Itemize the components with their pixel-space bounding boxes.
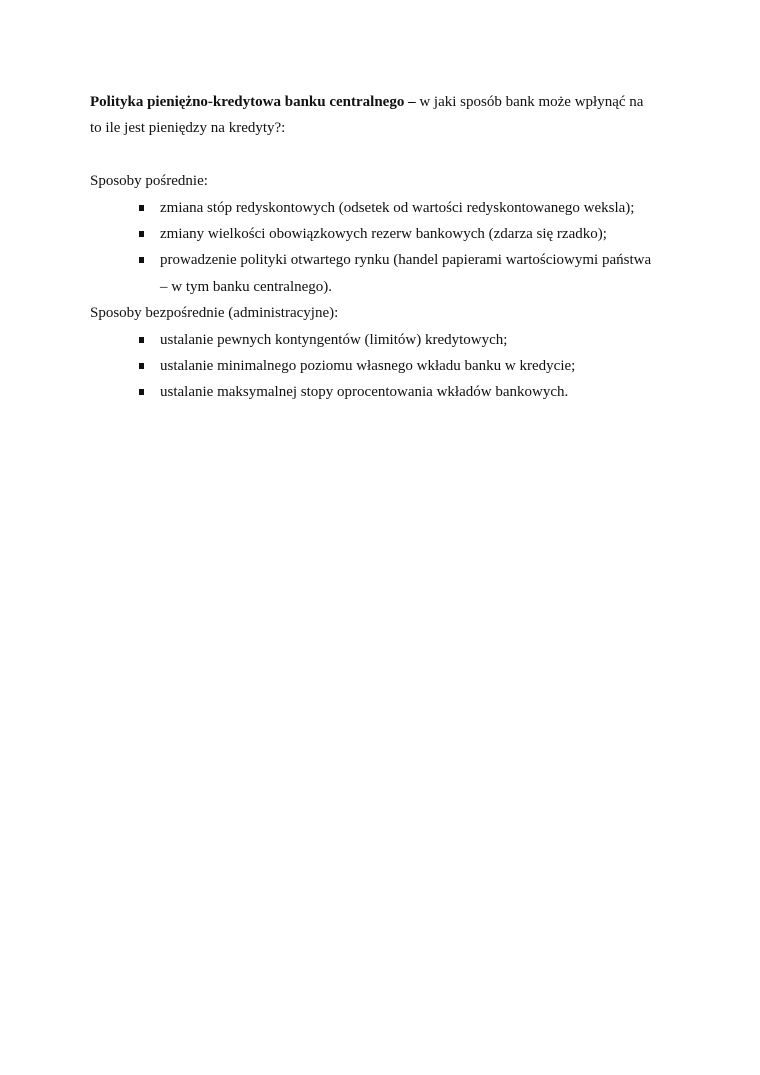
list-item bbox=[90, 327, 690, 353]
list-item bbox=[90, 195, 690, 221]
list-item-text: zmiany wielkości obowiązkowych rezerw bankowych (zdarza się rzadko); bbox=[160, 226, 607, 243]
list-item-text: prowadzenie polityki otwartego rynku (handel papierami wartościowymi państwa bbox=[160, 252, 652, 269]
square-bullet-icon bbox=[139, 257, 144, 263]
intro-question: w jaki sposób bank może wpłynąć na bbox=[415, 94, 644, 110]
list-item bbox=[90, 247, 690, 273]
list-item bbox=[90, 379, 690, 405]
list-item-text: ustalanie minimalnego poziomu własnego wkładu banku w kredycie; bbox=[160, 358, 576, 375]
square-bullet-icon bbox=[139, 363, 144, 369]
square-bullet-icon bbox=[139, 337, 144, 343]
intro-title: Polityka pieniężno-kredytowa banku centralnego – bbox=[90, 94, 416, 110]
document-page bbox=[90, 89, 690, 406]
square-bullet-icon bbox=[139, 231, 144, 237]
list-item bbox=[90, 221, 690, 247]
square-bullet-icon bbox=[139, 389, 144, 395]
blank-line bbox=[90, 142, 690, 168]
list-item-text: ustalanie pewnych kontyngentów (limitów) kredytowych; bbox=[160, 331, 508, 348]
list-item bbox=[90, 353, 690, 379]
intro-paragraph bbox=[90, 89, 690, 115]
indirect-heading: Sposoby pośrednie: bbox=[90, 173, 208, 190]
intro-question-continuation: to ile jest pieniędzy na kredyty?: bbox=[90, 120, 286, 137]
list-item-text: zmiana stóp redyskontowych (odsetek od wartości redyskontowanego weksla); bbox=[160, 199, 635, 216]
list-item-text: ustalanie maksymalnej stopy oprocentowania wkładów bankowych. bbox=[160, 384, 569, 401]
square-bullet-icon bbox=[139, 205, 144, 211]
list-item-continuation: – w tym banku centralnego). bbox=[160, 278, 333, 295]
direct-heading: Sposoby bezpośrednie (administracyjne): bbox=[90, 305, 339, 322]
